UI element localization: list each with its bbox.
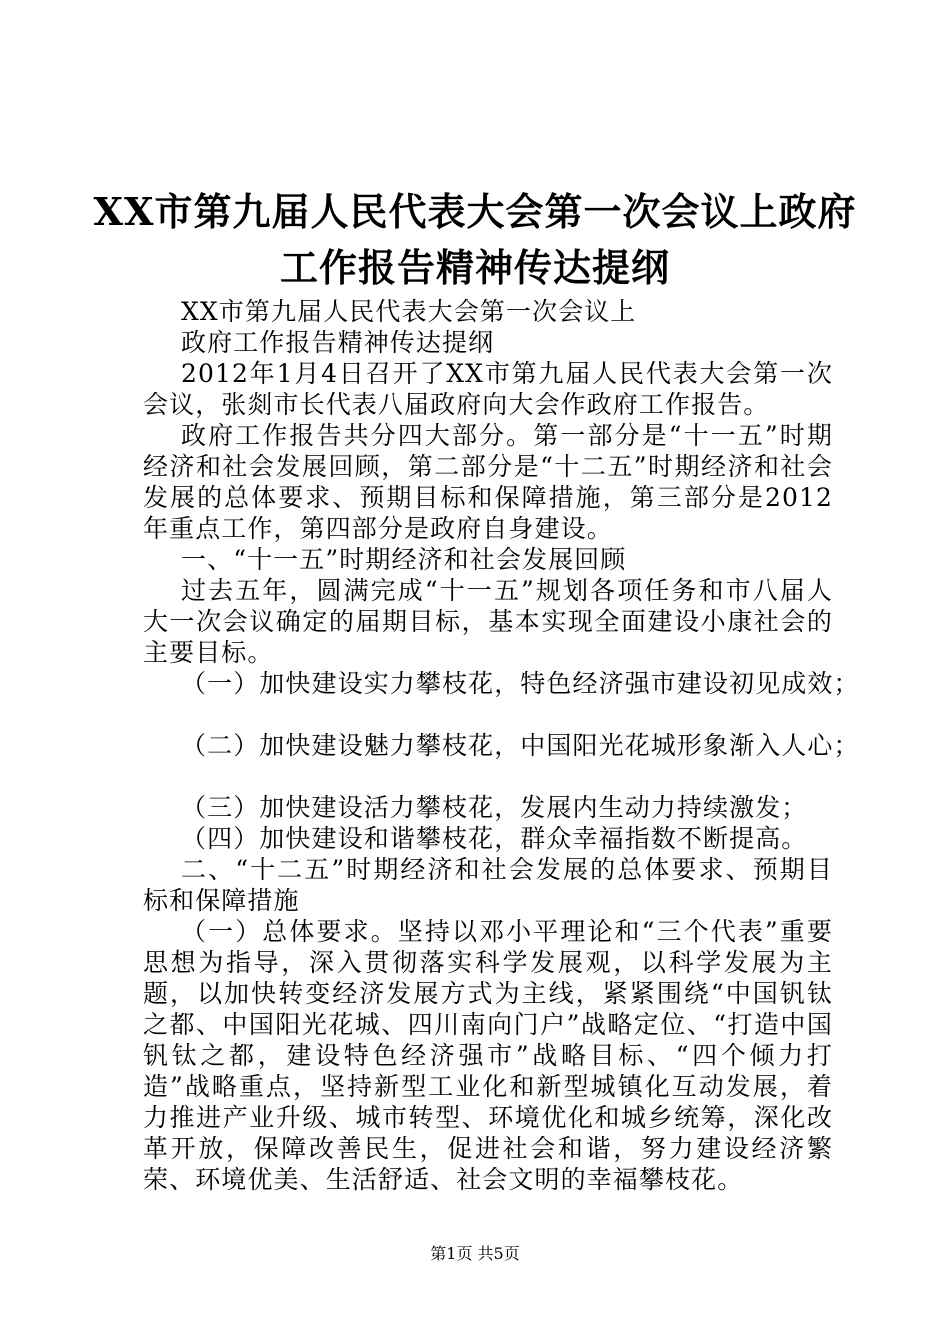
paragraph: 政府工作报告精神传达提纲 [181, 328, 495, 357]
section-heading: 二、“十二五”时期经济和社会发展的总体要求、预期目标和保障措施 [143, 855, 833, 915]
paragraph: 过去五年，圆满完成“十一五”规划各项任务和市八届人大一次会议确定的届期目标，基本实现全面建设小康社会的主要目标。 [143, 576, 833, 667]
paragraph: （一）总体要求。坚持以邓小平理论和“三个代表”重要思想为指导，深入贯彻落实科学发展观，以科学发展为主题，以加快转变经济发展方式为主线，紧紧围绕“中国钒钛之都、中国阳光花城、四川南向门户”战略定位、“打造中国钒钛之都，建设特色经济强市”战略目标、“四个倾力打造”战略重点，坚持新型工业化和新型城镇化互动发展，着力推进产业升级、城市转型、环境优化和城乡统筹，深化改革开放，保障改善民生，促进社会和谐，努力建设经济繁荣、环境优美、生活舒适、社会文明的幸福攀枝花。 [143, 917, 833, 1194]
page-footer: 第1页 共5页 [430, 1244, 520, 1263]
paragraph: 2012年1月4日召开了XX市第九届人民代表大会第一次会议，张剡市长代表八届政府向大会作政府工作报告。 [143, 359, 833, 419]
list-item: （一）加快建设实力攀枝花，特色经济强市建设初见成效； [181, 669, 860, 698]
list-item: （二）加快建设魅力攀枝花，中国阳光花城形象渐入人心； [181, 731, 860, 760]
paragraph: 政府工作报告共分四大部分。第一部分是“十一五”时期经济和社会发展回顾，第二部分是“十二五”时期经济和社会发展的总体要求、预期目标和保障措施，第三部分是2012年重点工作，第四部分是政府自身建设。 [143, 421, 833, 543]
document-body [143, 296, 860, 1195]
list-item: （三）加快建设活力攀枝花，发展内生动力持续激发； [181, 793, 808, 822]
list-item: （四）加快建设和谐攀枝花，群众幸福指数不断提高。 [181, 824, 808, 853]
section-heading: 一、“十一五”时期经济和社会发展回顾 [181, 545, 627, 574]
document-title-line-2: 工作报告精神传达提纲 [279, 245, 670, 290]
document-title-line-1: XX市第九届人民代表大会第一次会议上政府 [93, 189, 857, 234]
paragraph: XX市第九届人民代表大会第一次会议上 [181, 297, 637, 326]
